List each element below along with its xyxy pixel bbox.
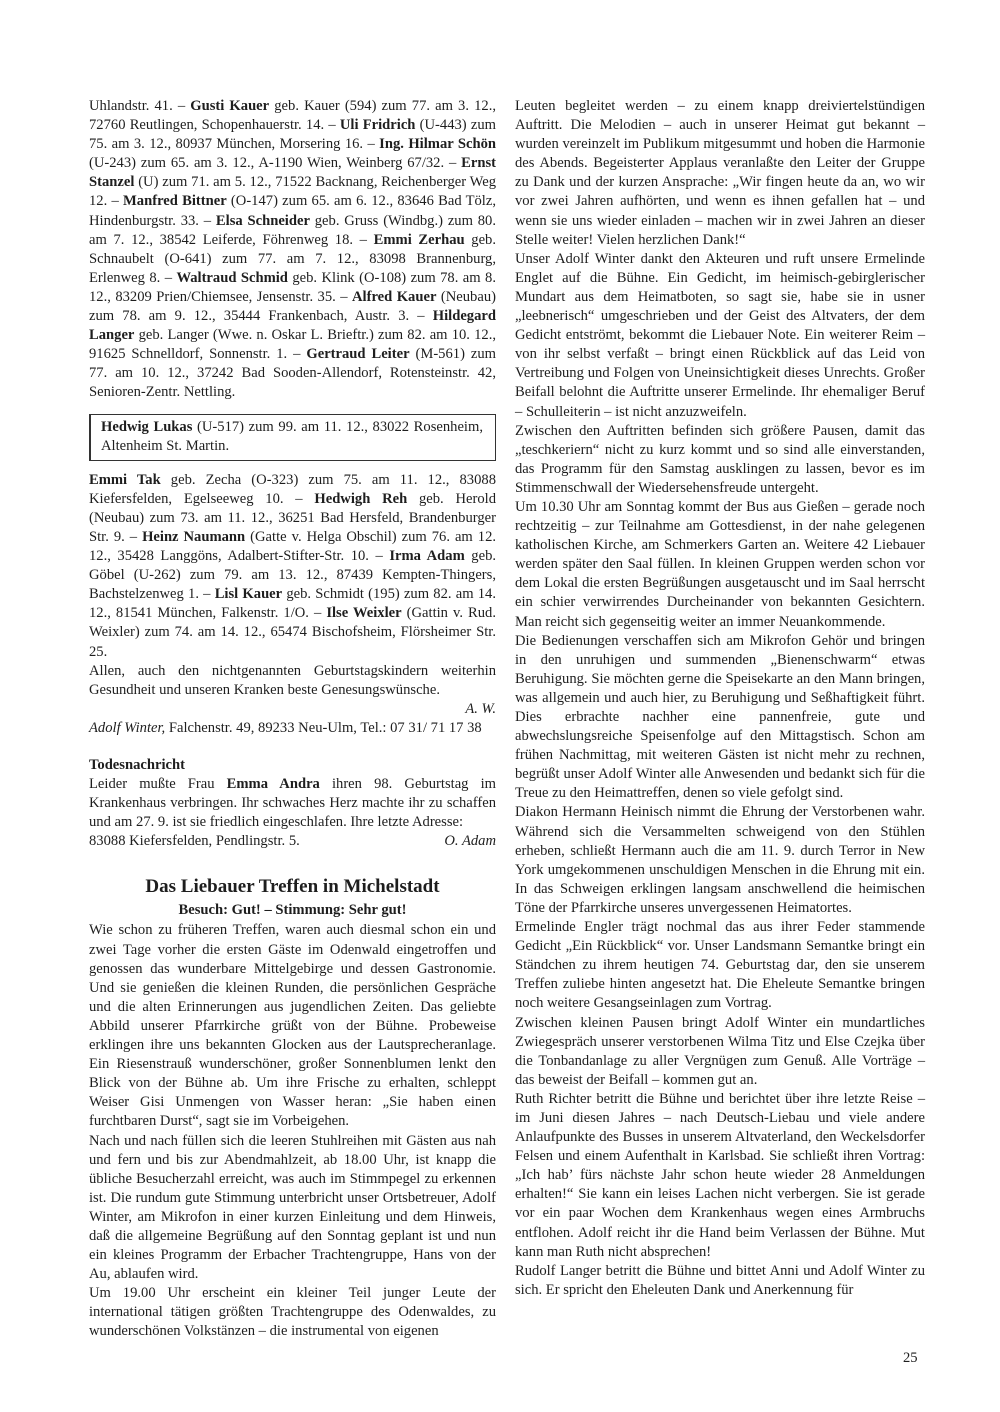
birthday-wishes: Allen, auch den nichtgenannten Geburtstagskindern weiterhin Gesundheit und unseren Kranken beste Genesungswünsche.	[89, 662, 496, 698]
article-paragraph: Ruth Richter betritt die Bühne und berichtet über ihre letzte Reise – im Juni diesen Jahres – nach Deutsch-Liebau und viele andere Anlaufpunkte des Busses in unserem Altvaterland, den Weckelsdorfer Felsen und einem Aufenthalt in Karlsbad. Sie schließt ihren Vortrag: „Ich hab’ fürs nächste Jahr schon heute wieder 28 Anmeldungen erhalten!“ Sie kann ein leises Lachen nicht verbergen. Sie ist gerade vor ein paar Wochen dem Krankenhaus wegen eines Armbruchs entflohen. Adolf reicht ihr die Hand beim Verlassen der Bühne. Mut kann man Ruth nicht absprechen!	[515, 1090, 925, 1260]
article-paragraph: Rudolf Langer betritt die Bühne und bittet Anni und Adolf Winter zu sich. Er spricht den Eheleuten Dank und Anerkennung für	[515, 1262, 925, 1298]
article-paragraph: Zwischen kleinen Pausen bringt Adolf Winter ein mundartliches Zwiegespräch unserer verstorbenen Wilma Titz und Else Czejka über die Tonbandanlage zu aller Vergnügen zum Genuß. Alle Vorträge – das beweist der Beifall – kommen gut an.	[515, 1014, 925, 1088]
person-name: Ing. Hilmar Schön	[379, 136, 496, 153]
person-name: Irma Adam	[389, 548, 465, 565]
person-name: Manfred Bittner	[123, 193, 227, 210]
obituary-address-line	[89, 832, 496, 851]
person-name: Hedwig Lukas	[101, 418, 193, 435]
obituary-address: 83088 Kiefersfelden, Pendlingstr. 5.	[89, 833, 300, 850]
obituary-heading: Todesnachricht	[89, 757, 185, 773]
obituary-signature: O. Adam	[444, 833, 496, 850]
right-column	[515, 97, 925, 1300]
article-paragraph: Die Bedienungen verschaffen sich am Mikrofon Gehör und bringen in den unruhigen und summenden „Bienenschwarm“ etwas Beruhigung. Sie möchten gerne die Speisekarte an den Mann bringen, was allgemein und auch hier, zu Beruhigung und Seßhaftigkeit führt. Dies erbrachte nachher eine pannenfreie, gute und abwechslungsreiche Speisenfolge auf den Mittagstisch. Schon am frühen Nachmittag, mit weiteren Gästen ist nicht mehr zu rechnen, begrüßt unser Adolf Winter alle Anwesenden und bedankt sich für die Treue zu den Heimattreffen, denen so viele gefolgt sind.	[515, 632, 925, 802]
article-subtitle: Besuch: Gut! – Stimmung: Sehr gut!	[178, 902, 407, 919]
page-number: 25	[903, 1350, 918, 1366]
article-paragraph: Unser Adolf Winter dankt den Akteuren und ruft unsere Ermelinde Englet auf die Bühne. Ein Gedicht, im heimisch-gebirglerischer Mundart aus dem Heimatboten, so sagt sie, habe sie in usner „leebnerisch“ umgeschrieben und der Geist des Altvaters, der dem Gedicht entströmt, bekommt die Liebauer Note. Ein weiterer Reim – von ihr selbst verfaßt – bringt einen Rückblick auf das Leid von Vertreibung und Folgen von Uneinsichtigkeit dieses Unrechts. Großer Beifall belohnt die Auftritte unserer Ermelinde. Ihr ehemaliger Beruf – Schulleiterin – ist nicht anzuzweifeln.	[515, 250, 925, 420]
person-name: Hedwigh Reh	[314, 490, 408, 507]
article-paragraph: Wie schon zu früheren Treffen, waren auch diesmal schon ein und zwei Tage vorher die ersten Gäste im Odenwald eingetroffen und genossen das wunderbare Mittelgebirge und dessen Gastronomie. Und sie genießen die kleinen Runden, die persönlichen Gespräche und die alten Erinnerungen aus jugendlichen Zeiten. Das geliebte Abbild unserer Pfarrkirche grüßt von der Bühne. Probeweise erklingen ihre uns bekannten Glocken aus der Lautsprecheranlage. Ein Riesenstrauß wunderschöner, großer Sonnenblumen lenkt den Blick von der Bühne ab. Um ihre Frische zu erhalten, schleppt Weiser Gisi Unmengen von Wasser heran: „Sie haben einen furchtbaren Durst“, sagt sie im Vorbeigehen.	[89, 922, 496, 1130]
article-title: Das Liebauer Treffen in Michelstadt	[145, 876, 440, 898]
highlighted-birthday-box: Hedwig Lukas (U-517) zum 99. am 11. 12., 83022 Rosenheim, Altenheim St. Martin.	[89, 414, 496, 461]
person-name: Waltraud Schmid	[176, 269, 288, 286]
person-name: Heinz Naumann	[142, 528, 246, 545]
article-paragraph: Um 19.00 Uhr erscheint ein kleiner Teil junger Leute der international tätigen größten Trachtengruppe des Odenwaldes, zu wunderschönen Volkstänzen – die instrumental von eigenen	[89, 1285, 496, 1340]
article-paragraph: Ermelinde Engler trägt nochmal das aus ihrer Feder stammende Gedicht „Ein Rückblick“ vor. Unser Landsmann Semantke bringt ein Ständchen zu ihrem heutigen 74. Geburtstag dar, den sie unserem Treffen zuliebe hinten angesetzt hat. Die Eheleute Semantke bringen noch weitere Gesangseinlagen zum Vortrag.	[515, 919, 925, 1012]
birthday-list: Uhlandstr. 41. – Gusti Kauer geb. Kauer (594) zum 77. am 3. 12., 72760 Reutlingen, Schopenhauerstr. 14. – Uli Fridrich (U-443) zum 75. am 3. 12., 80937 München, Morsering 16. – Ing. Hilmar Schön (U-243) zum 65. am 3. 12., A-1190 Wien, Weinberg 67/32. – Ernst Stanzel (U) zum 71. am 5. 12., 71522 Backnang, Reichenberger Weg 12. – Manfred Bittner (O-147) zum 65. am 6. 12., 83646 Bad Tölz, Hindenburgstr. 33. – Elsa Schneider geb. Gruss (Windbg.) zum 80. am 7. 12., 38542 Leiferde, Föhrenweg 18. – Emmi Zerhau geb. Schnaubelt (O-641) zum 77. am 7. 12., 83098 Brannenburg, Erlenweg 8. – Waltraud Schmid geb. Klink (O-108) zum 78. am 8. 12., 83209 Prien/Chiemsee, Jensenstr. 35. – Alfred Kauer (Neubau) zum 78. am 9. 12., 35444 Frankenbach, Austr. 3. – Hildegard Langer geb. Langer (Wwe. n. Oskar L. Brieftr.) zum 82. am 10. 12., 91625 Schnelldorf, Sonnenstr. 1. – Gertraud Leiter (M-561) zum 77. am 10. 12., 37242 Bad Sooden-Allendorf, Rotensteinstr. 42, Senioren-Zentr. Nettling.	[89, 98, 497, 401]
person-name: Alfred Kauer	[352, 288, 437, 305]
article-paragraph: Leuten begleitet werden – zu einem knapp dreiviertelstündigen Auftritt. Die Melodien – auch in unserer Heimat gut bekannt – wurden vereinzelt im Publikum mitgesummt und hoben die Harmonie des Abends. Begeisterter Applaus veranlaßte den Leiter der Gruppe zu Dank und der kurzen Ansprache: „Wir fingen heute da an, wo wir vor zwei Jahren aufhörten, und wenn es ihnen gefallen hat – und wenn sie uns wieder einladen – machen wir in zwei Jahren an dieser Stelle weiter! Vielen herzlichen Dank!“	[515, 98, 925, 248]
person-name: Uli Fridrich	[339, 117, 416, 134]
article-paragraph: Um 10.30 Uhr am Sonntag kommt der Bus aus Gießen – gerade noch rechtzeitig – zur Teilnahme am Gottesdienst, in der nahe gelegenen katholischen Kirche, am Schmerkers Garten an. Weitere 42 Liebauer werden später den Saal füllen. In kleinen Gruppen werden schon vor dem Lokal die ersten Begrüßungen ausgetauscht und im Saal herrscht ein schier verwirrendes Durcheinander von bekannten Gesichtern. Man reicht sich gegenseitig weiter an immer Neuankommende.	[515, 498, 925, 630]
person-name: Hildegard Langer	[89, 308, 496, 344]
person-name: Ernst Stanzel	[89, 155, 496, 191]
person-name: Emmi Tak	[89, 471, 161, 488]
person-name: Ilse Weixler	[326, 605, 402, 622]
person-name: Lisl Kauer	[214, 586, 283, 603]
person-name: Elsa Schneider	[215, 212, 310, 229]
obituary-text: Leider mußte Frau Emma Andra ihren 98. Geburtstag im Krankenhaus verbringen. Ihr schwaches Herz machte ihr zu schaffen und am 27. 9. ist sie friedlich eingeschlafen. Ihre letzte Adresse:	[89, 776, 496, 831]
person-name: Gusti Kauer	[190, 98, 270, 114]
article-paragraph: Diakon Hermann Heinisch nimmt die Ehrung der Verstorbenen wahr. Während sich die Versammelten schweigend von den Stühlen erheben, schließt Hermann auch die am 11. 9. durch Terror in New York umgekommenen unschuldigen Menschen in die Ehrung mit ein. In das Schweigen erklingen langsam anschwellend die heimischen Töne der Pfarrkirche unseres unvergessenen Heimatortes.	[515, 804, 925, 916]
contact-name: Adolf Winter,	[89, 719, 166, 736]
article-paragraph: Nach und nach füllen sich die leeren Stuhlreihen mit Gästen aus nah und fern und bis zur Abendmahlzeit, ab 18.00 Uhr, ist knapp die übliche Besucherzahl erreicht, was auch im Stimmpegel zu erkennen ist. Die rundum gute Stimmung unterbricht unser Ortsbetreuer, Adolf Winter, am Mikrofon in einer kurzen Einleitung und dem Hinweis, daß die allgemeine Begrüßung auf den Sonntag geplant ist und nun ein kleines Programm der Erbacher Trachtengruppe, Hans von der Au, ablaufen wird.	[89, 1132, 496, 1283]
left-column	[89, 97, 496, 1342]
person-name: Emma Andra	[226, 776, 320, 793]
person-name: Gertraud Leiter	[306, 346, 410, 363]
article-paragraph: Zwischen den Auftritten befinden sich größere Pausen, damit das „teschkeriern“ nicht zu kurz kommt und so sind alle einverstanden, das Programm für den Samstag ausklingen zu lassen, bevor es im Stimmenschwall der Wiedersehensfreude untergeht.	[515, 422, 925, 496]
contact-address: Adolf Winter, Falchenstr. 49, 89233 Neu-Ulm, Tel.: 07 31/ 71 17 38	[89, 719, 482, 736]
birthday-list-continued: Emmi Tak geb. Zecha (O-323) zum 75. am 11. 12., 83088 Kiefersfelden, Egelseeweg 10. – Hedwigh Reh geb. Herold (Neubau) zum 73. am 11. 12., 36251 Bad Hersfeld, Brandenburger Str. 9. – Heinz Naumann (Gatte v. Helga Obschil) zum 76. am 12. 12., 35428 Langgöns, Adalbert-Stifter-Str. 10. – Irma Adam geb. Göbel (U-262) zum 79. am 13. 12., 87439 Kempten-Thingers, Bachstelzenweg 1. – Lisl Kauer geb. Schmidt (195) zum 82. am 14. 12., 81541 München, Falkenstr. 1/O. – Ilse Weixler (Gattin v. Rud. Weixler) zum 74. am 14. 12., 65474 Bischofsheim, Flörsheimer Str. 25.	[89, 471, 497, 660]
person-name: Emmi Zerhau	[373, 231, 465, 248]
wishes-signature: A. W.	[465, 700, 496, 717]
